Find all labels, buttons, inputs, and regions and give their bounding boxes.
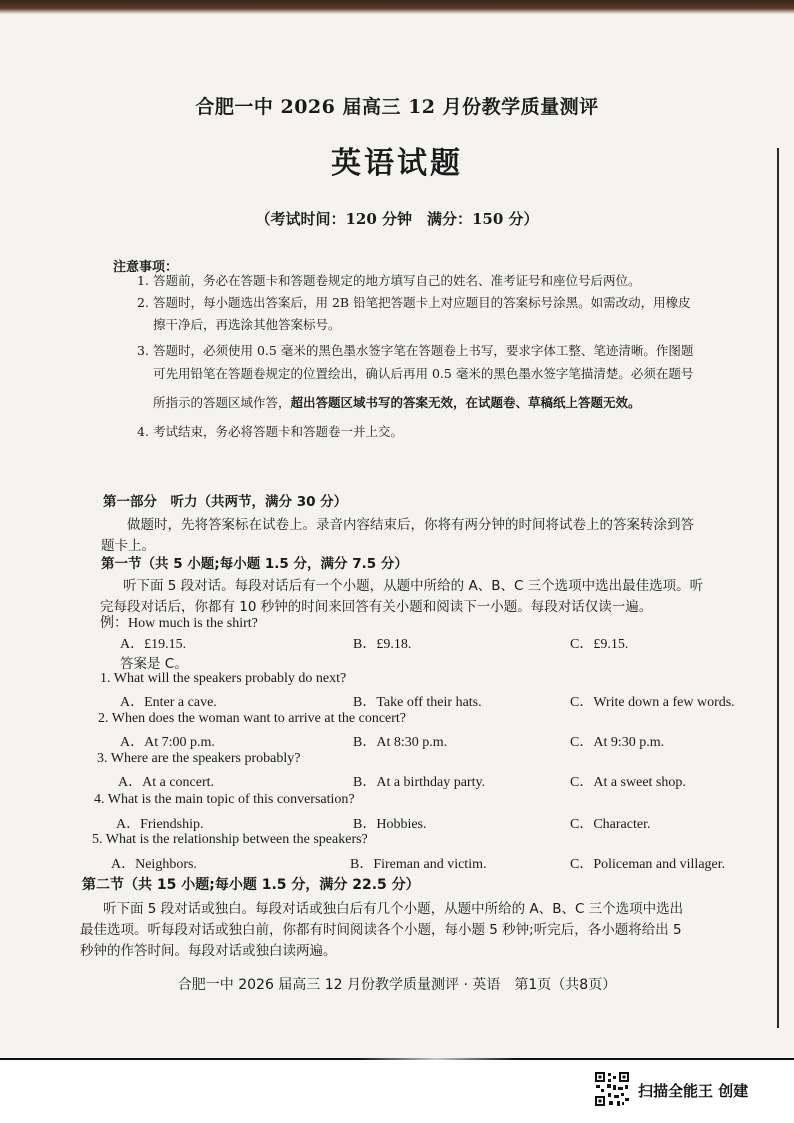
question-3: 3. Where are the speakers probably? bbox=[97, 751, 301, 766]
notice-item-3-cont2: 所指示的答题区域作答，超出答题区域书写的答案无效，在试题卷、草稿纸上答题无效。 bbox=[153, 395, 641, 410]
section2-instr-line3: 秒钟的作答时间。每段对话或独白读两遍。 bbox=[80, 943, 337, 959]
section2-instr-line1: 听下面 5 段对话或独白。每段对话或独白后有几个小题，从题中所给的 A、B、C 三个选项中选出 bbox=[103, 901, 684, 917]
question-2-option-a: A．At 7:00 p.m. bbox=[120, 735, 215, 750]
subject-title: 英语试题 bbox=[331, 146, 463, 181]
notice-item-3-cont: 可先用铅笔在答题卷规定的位置绘出，确认后再用 0.5 毫米的黑色墨水签字笔描清楚。必须在题号 bbox=[153, 366, 694, 381]
qr-code-icon bbox=[594, 1071, 630, 1107]
notice-item-2-cont: 擦干净后，再选涂其他答案标号。 bbox=[153, 317, 341, 332]
question-3-option-b: B．At a birthday party. bbox=[353, 775, 486, 790]
question-2: 2. When does the woman want to arrive at the concert? bbox=[98, 711, 407, 726]
question-1-option-b: B．Take off their hats. bbox=[353, 695, 482, 710]
example-answer: 答案是 C。 bbox=[120, 656, 188, 672]
part1-intro-line2: 题卡上。 bbox=[101, 538, 155, 554]
question-4-option-b: B．Hobbies. bbox=[353, 817, 427, 832]
question-2-option-b: B．At 8:30 p.m. bbox=[353, 735, 448, 750]
notice-heading: 注意事项： bbox=[113, 260, 179, 275]
question-5-option-a: A．Neighbors. bbox=[111, 857, 197, 872]
notice-item-4: 4. 考试结束，务必将答题卡和答题卷一并上交。 bbox=[137, 424, 404, 439]
page-footer: 合肥一中 2026 届高三 12 月份教学质量测评 · 英语 第1页（共8页） bbox=[177, 977, 617, 993]
scan-right-edge bbox=[777, 148, 779, 1028]
notice-item-3: 3. 答题时，必须使用 0.5 毫米的黑色墨水签字笔在答题卷上书写，要求字体工整、笔迹清晰。作图题 bbox=[137, 343, 694, 358]
section2-instr-line2: 最佳选项。听每段对话或独白前，你都有时间阅读各个小题，每小题 5 秒钟;听完后，各小题将给出 5 bbox=[80, 922, 682, 938]
question-4-option-a: A．Friendship. bbox=[116, 817, 204, 832]
example-option-b: B．£9.18. bbox=[353, 637, 412, 652]
question-5-option-b: B．Fireman and victim. bbox=[350, 857, 487, 872]
part1-heading: 第一部分 听力（共两节，满分 30 分） bbox=[103, 494, 348, 510]
question-1-option-a: A．Enter a cave. bbox=[120, 695, 217, 710]
section1-heading: 第一节（共 5 小题;每小题 1.5 分，满分 7.5 分） bbox=[101, 556, 408, 572]
question-4-option-c: C．Character. bbox=[570, 817, 651, 832]
part1-intro-line1: 做题时，先将答案标在试卷上。录音内容结束后，你将有两分钟的时间将试卷上的答案转涂到答 bbox=[127, 517, 694, 533]
question-5-option-c: C．Policeman and villager. bbox=[570, 857, 726, 872]
section1-instr-line2: 完每段对话后，你都有 10 秒钟的时间来回答有关小题和阅读下一小题。每段对话仅读一遍。 bbox=[100, 599, 653, 615]
example-question: 例：How much is the shirt? bbox=[100, 616, 258, 631]
question-3-option-a: A．At a concert. bbox=[118, 775, 215, 790]
notice-item-1: 1. 答题前，务必在答题卡和答题卷规定的地方填写自己的姓名、准考证号和座位号后两位。 bbox=[137, 273, 641, 288]
watermark-text: 扫描全能王 创建 bbox=[638, 1082, 749, 1100]
question-2-option-c: C．At 9:30 p.m. bbox=[570, 735, 665, 750]
example-option-c: C．£9.15. bbox=[570, 637, 629, 652]
question-5: 5. What is the relationship between the speakers? bbox=[92, 832, 368, 847]
question-1: 1. What will the speakers probably do next? bbox=[100, 671, 347, 686]
scan-top-edge bbox=[0, 0, 794, 14]
question-3-option-c: C．At a sweet shop. bbox=[570, 775, 686, 790]
section1-instr-line1: 听下面 5 段对话。每段对话后有一个小题，从题中所给的 A、B、C 三个选项中选出最佳选项。听 bbox=[123, 578, 704, 594]
notice-item-2: 2. 答题时，每小题选出答案后，用 2B 铅笔把答题卡上对应题目的答案标号涂黑。如需改动，用橡皮 bbox=[137, 295, 691, 310]
exam-header-title: 合肥一中 2026 届高三 12 月份教学质量测评 bbox=[195, 96, 599, 118]
exam-time-score: （考试时间：120 分钟 满分：150 分） bbox=[255, 210, 539, 228]
question-1-option-c: C．Write down a few words. bbox=[570, 695, 735, 710]
question-4: 4. What is the main topic of this conversation? bbox=[94, 792, 355, 807]
example-option-a: A．£19.15. bbox=[120, 637, 187, 652]
notice-emphasis: 超出答题区域书写的答案无效，在试题卷、草稿纸上答题无效。 bbox=[290, 395, 641, 410]
section2-heading: 第二节（共 15 小题;每小题 1.5 分，满分 22.5 分） bbox=[82, 877, 420, 893]
